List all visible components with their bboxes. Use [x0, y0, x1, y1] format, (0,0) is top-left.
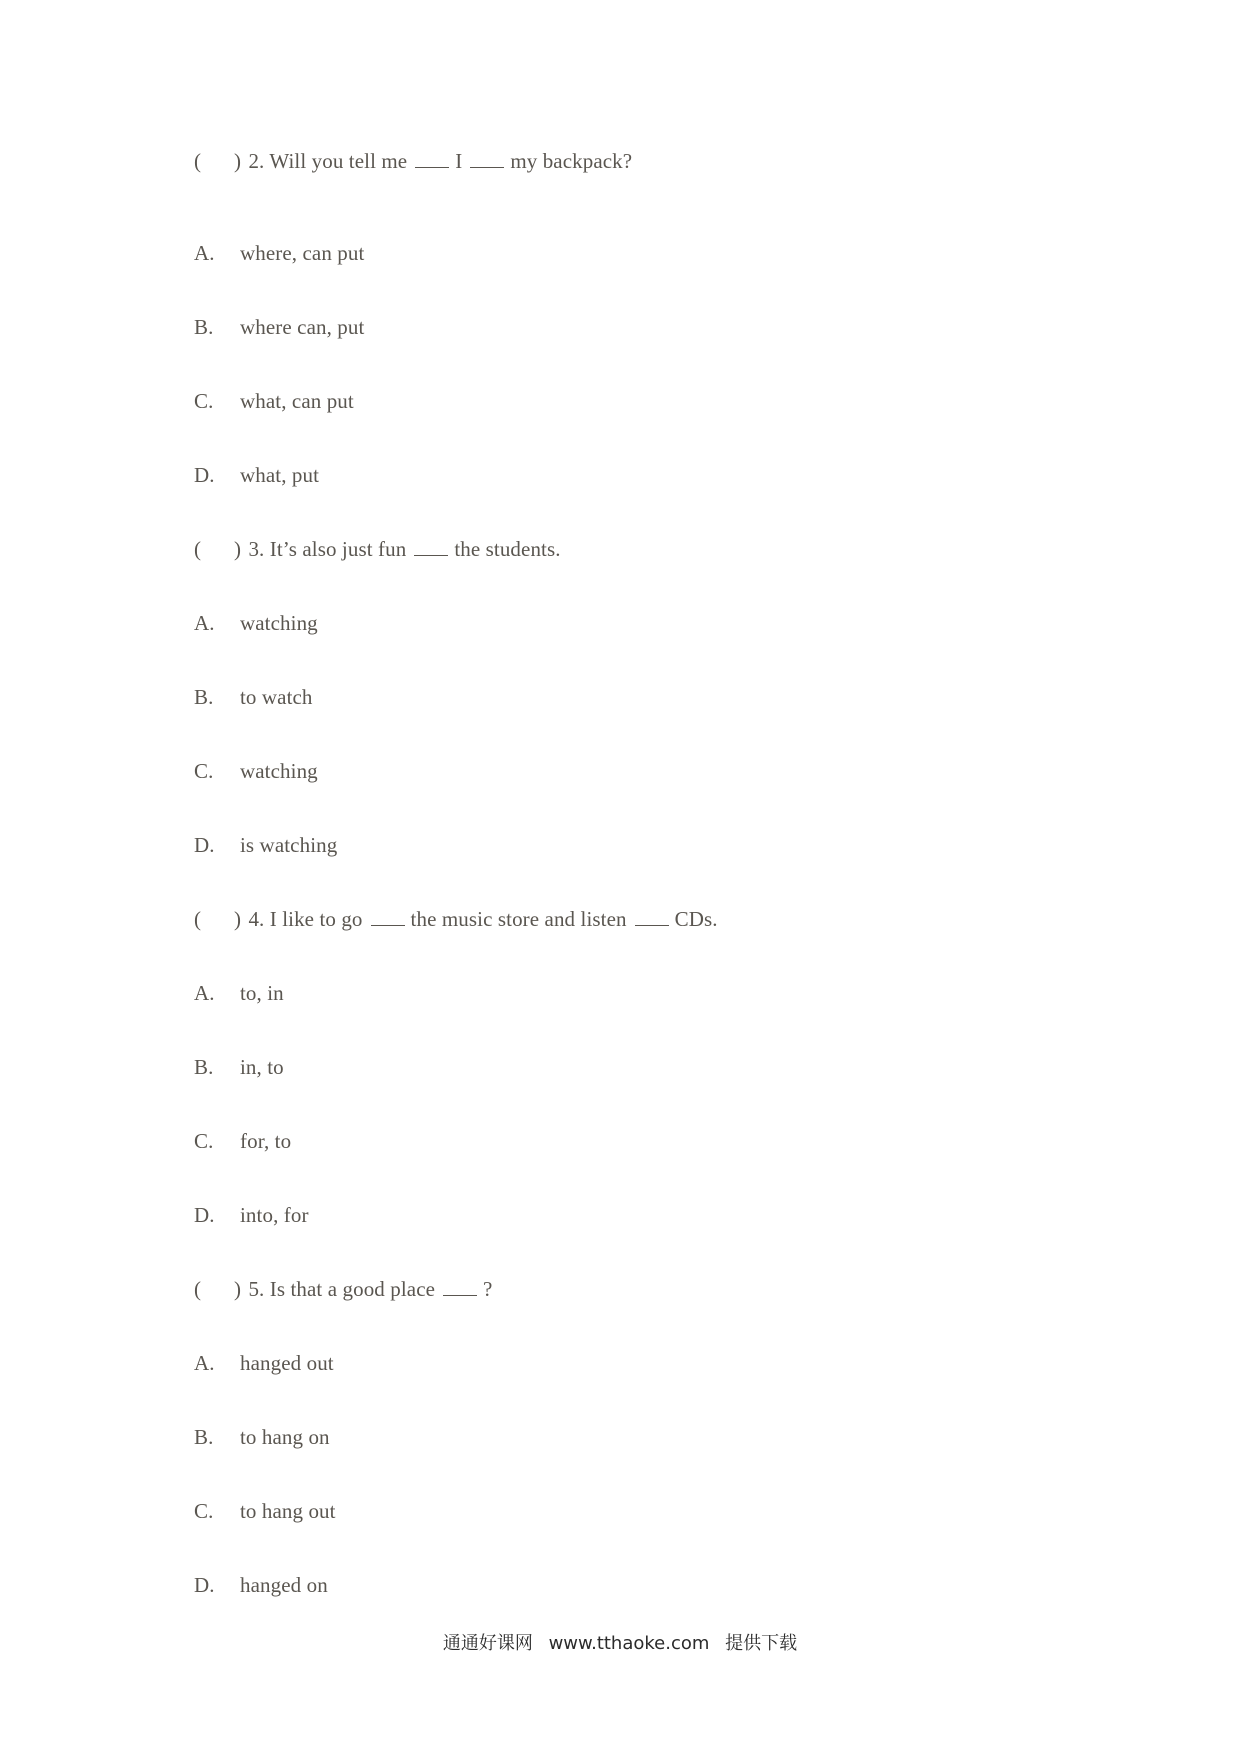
option-text: what, can put [240, 389, 354, 413]
footer-site-name: 通通好课网 [442, 1633, 533, 1654]
page-footer [0, 1629, 1240, 1655]
question-text-part: I [455, 149, 463, 173]
option-text: is watching [240, 833, 338, 857]
question-text-part: Will you tell me [269, 149, 408, 173]
option-text: into, for [240, 1203, 309, 1227]
question-5 [194, 1275, 492, 1303]
answer-blank [470, 149, 504, 168]
option-letter: A. [194, 981, 215, 1005]
option-3c [194, 757, 318, 785]
question-number: 4. [248, 907, 265, 931]
answer-paren-close: ) [234, 907, 242, 931]
option-letter: D. [194, 1573, 215, 1597]
option-text: to hang out [240, 1499, 336, 1523]
option-3a [194, 609, 318, 637]
option-text: watching [240, 611, 318, 635]
option-2a [194, 239, 364, 267]
question-text-part: the music store and listen [410, 907, 627, 931]
answer-blank [371, 907, 405, 926]
answer-paren-close: ) [234, 1277, 242, 1301]
answer-blank [414, 537, 448, 556]
question-3 [194, 535, 561, 563]
answer-paren-open: ( [194, 907, 202, 931]
option-text: where, can put [240, 241, 365, 265]
option-text: to hang on [240, 1425, 330, 1449]
option-text: to, in [240, 981, 284, 1005]
footer-url[interactable]: www.tthaoke.com [548, 1633, 710, 1654]
option-letter: C. [194, 389, 214, 413]
option-letter: C. [194, 759, 214, 783]
option-2b [194, 313, 364, 341]
option-text: what, put [240, 463, 320, 487]
option-5b [194, 1423, 330, 1451]
option-5a [194, 1349, 334, 1377]
option-text: in, to [240, 1055, 284, 1079]
option-letter: B. [194, 315, 214, 339]
question-text-part: my backpack? [510, 149, 633, 173]
question-4 [194, 905, 718, 933]
option-letter: B. [194, 685, 214, 709]
option-letter: C. [194, 1129, 214, 1153]
option-5c [194, 1497, 336, 1525]
option-4a [194, 979, 284, 1007]
option-3b [194, 683, 313, 711]
option-letter: B. [194, 1055, 214, 1079]
question-number: 2. [248, 149, 265, 173]
answer-blank [443, 1277, 477, 1296]
option-letter: A. [194, 611, 215, 635]
option-letter: D. [194, 463, 215, 487]
answer-blank [635, 907, 669, 926]
answer-paren-open: ( [194, 537, 202, 561]
option-text: where can, put [240, 315, 365, 339]
option-5d [194, 1571, 328, 1599]
question-text-part: Is that a good place [269, 1277, 436, 1301]
option-text: hanged out [240, 1351, 334, 1375]
question-text-part: I like to go [269, 907, 363, 931]
option-2c [194, 387, 354, 415]
option-4c [194, 1127, 291, 1155]
question-text-part: CDs. [674, 907, 718, 931]
option-text: to watch [240, 685, 313, 709]
option-4b [194, 1053, 284, 1081]
option-letter: D. [194, 1203, 215, 1227]
answer-paren-open: ( [194, 149, 202, 173]
option-letter: B. [194, 1425, 214, 1449]
option-letter: A. [194, 241, 215, 265]
question-number: 3. [248, 537, 265, 561]
answer-paren-open: ( [194, 1277, 202, 1301]
option-3d [194, 831, 337, 859]
question-text-part: It’s also just fun [269, 537, 407, 561]
option-2d [194, 461, 319, 489]
answer-paren-close: ) [234, 537, 242, 561]
option-letter: D. [194, 833, 215, 857]
answer-blank [415, 149, 449, 168]
question-2 [194, 147, 632, 175]
answer-paren-close: ) [234, 149, 242, 173]
option-letter: C. [194, 1499, 214, 1523]
question-text-part: ? [483, 1277, 493, 1301]
option-4d [194, 1201, 309, 1229]
option-text: watching [240, 759, 318, 783]
footer-suffix: 提供下载 [725, 1633, 798, 1654]
option-letter: A. [194, 1351, 215, 1375]
option-text: hanged on [240, 1573, 328, 1597]
option-text: for, to [240, 1129, 292, 1153]
question-number: 5. [248, 1277, 265, 1301]
question-text-part: the students. [454, 537, 561, 561]
